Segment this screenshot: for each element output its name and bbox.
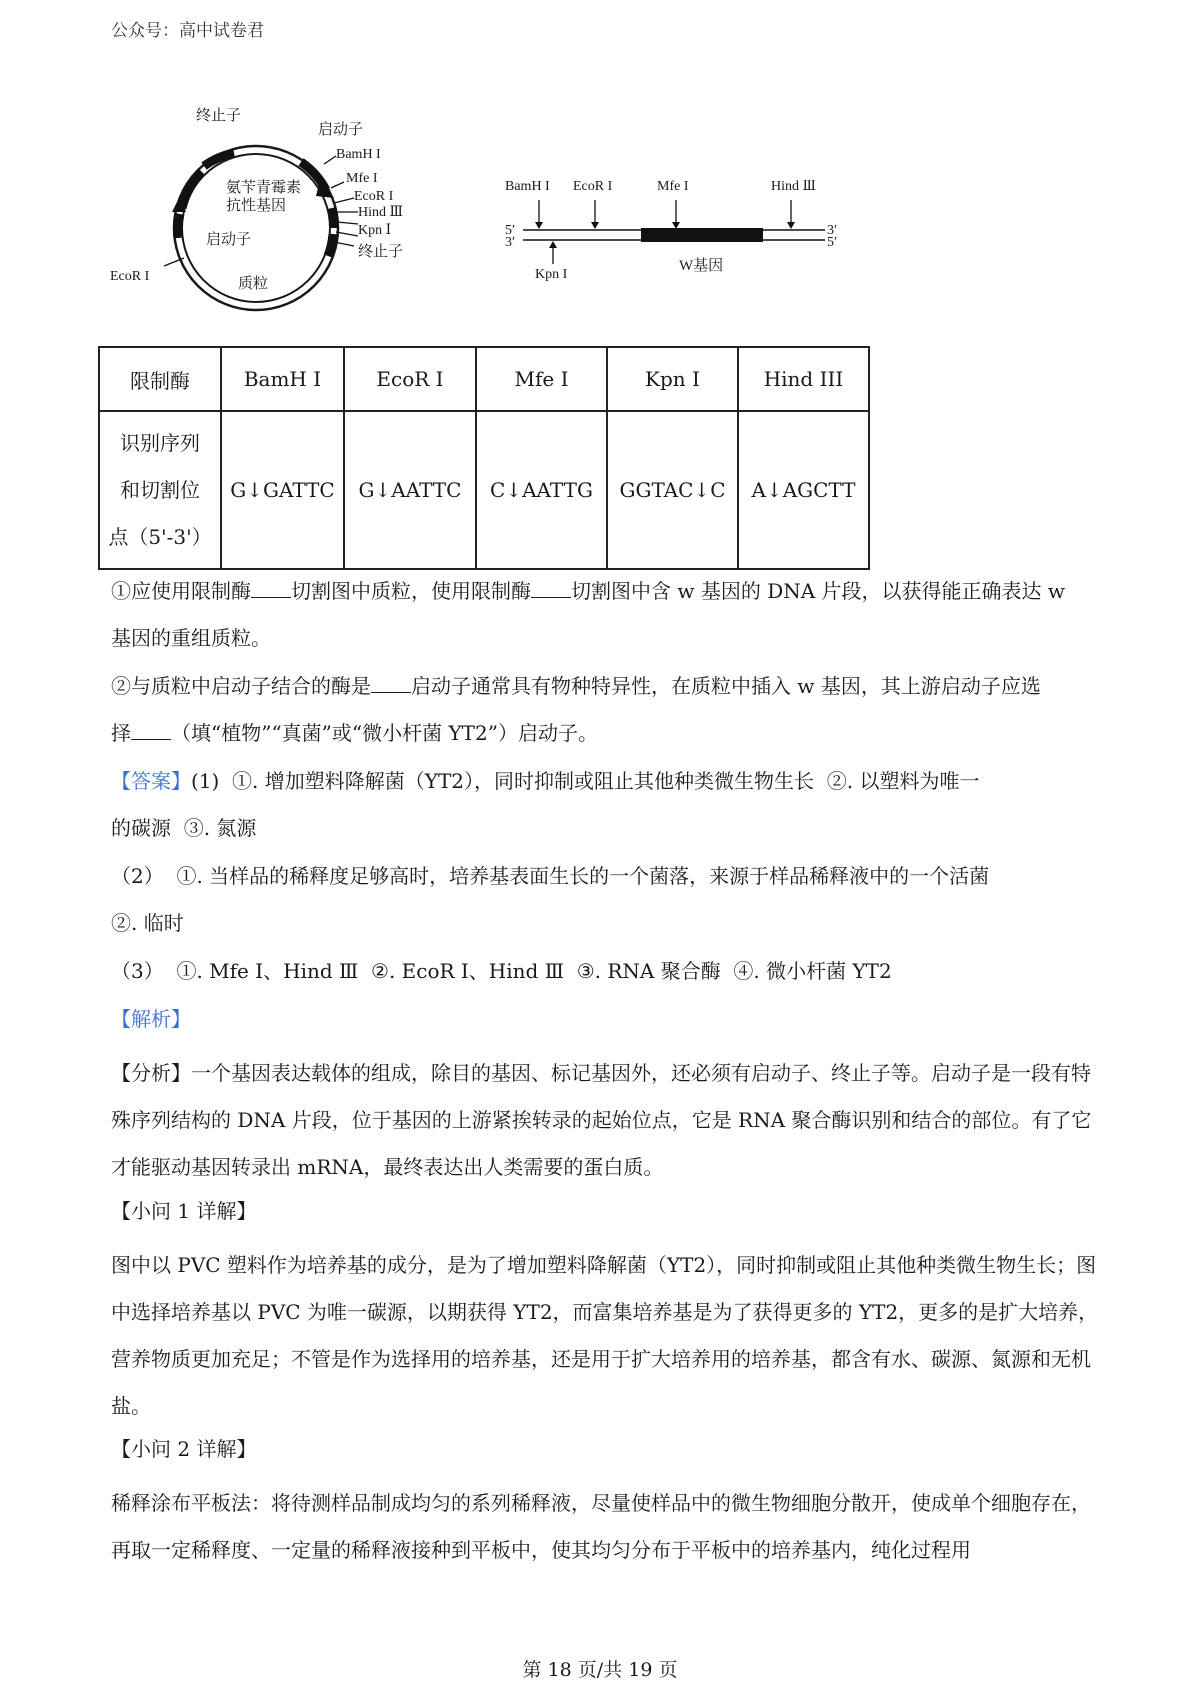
w-gene-block	[641, 228, 763, 242]
frag-5-right: 5′	[827, 235, 838, 250]
label-resistance-line1: 氨苄青霉素	[226, 180, 302, 196]
label-kpni: Kpn Ⅰ	[358, 223, 392, 238]
label-mfei: Mfe I	[346, 171, 378, 186]
frag-3-left: 3′	[505, 235, 516, 250]
sub2-text: 稀释涂布平板法：将待测样品制成均匀的系列稀释液，尽量使样品中的微生物细胞分散开，使成单个细胞存在，再取一定稀释度、一定量的稀释液接种到平板中，使其均匀分布于平板中的培养基内，纯化过程用	[111, 1491, 1091, 1562]
question-1-line1: ①应使用限制酶 切割图中质粒，使用限制酶 切割图中含 w 基因的 DNA 片段，以获得能正确表达 w	[111, 579, 1066, 603]
label-ecori-right: EcoR I	[354, 189, 394, 204]
frag-bamhi: BamH I	[505, 180, 550, 194]
table-row-label	[99, 411, 221, 569]
frag-hindiii: Hind Ⅲ	[771, 180, 817, 194]
question-2-line2: 择 （填“植物”“真菌”或“微小杆菌 YT2”）启动子。	[111, 721, 598, 745]
resistance-gene-segment	[182, 172, 202, 208]
table-header-cell: Hind III	[738, 347, 869, 411]
label-promoter-left: 启动子	[206, 232, 252, 248]
analysis-intro: 【分析】一个基因表达载体的组成，除目的基因、标记基因外，还必须有启动子、终止子等。启动子是一段有特殊序列结构的 DNA 片段，位于基因的上游紧挨转录的起始位点，它是 RNA 聚合酶识别和结合的部位。有了它才能驱动基因转录出 mRNA，最终表达出人类需要的蛋白质。	[111, 1061, 1092, 1179]
answer-line5: （3） ①. Mfe I、Hind Ⅲ ②. EcoR I、Hind Ⅲ ③. RNA 聚合酶 ④. 微小杆菌 YT2	[111, 959, 892, 983]
answer-line2: 的碳源 ③. 氮源	[111, 816, 257, 840]
table-header-cell: Mfe I	[476, 347, 607, 411]
analysis-tag: 【解析】	[111, 1007, 191, 1031]
frag-3-right: 3′	[827, 223, 838, 238]
table-cell: G↓AATTC	[344, 411, 476, 569]
frag-ecori: EcoR I	[573, 180, 613, 194]
header-account: 公众号：高中试卷君	[111, 21, 264, 41]
answer-blank	[371, 674, 411, 693]
label-terminator-top: 终止子	[196, 108, 242, 124]
frag-w-gene: W基因	[679, 258, 724, 274]
mcs-segment	[332, 208, 334, 228]
frag-5-left: 5′	[505, 223, 516, 238]
row-label-line: 和切割位	[120, 477, 200, 502]
table-header-cell: 限制酶	[99, 347, 221, 411]
question-1-line2: 基因的重组质粒。	[111, 626, 271, 650]
table-header-cell: EcoR I	[344, 347, 476, 411]
plasmid-diagram	[110, 100, 470, 340]
label-bamhi: BamH I	[336, 147, 381, 162]
row-label-line: 识别序列	[120, 430, 200, 455]
answer-tag: 【答案】	[111, 769, 191, 793]
page-footer: 第 18 页/共 19 页	[522, 1659, 678, 1681]
table-cell: C↓AATTG	[476, 411, 607, 569]
answer-blank	[531, 579, 571, 598]
table-row	[99, 411, 869, 569]
answer-line3: （2） ①. 当样品的稀释度足够高时，培养基表面生长的一个菌落，来源于样品稀释液中的一个活菌	[111, 864, 990, 888]
answer-line1: 【答案】(1) ①. 增加塑料降解菌（YT2），同时抑制或阻止其他种类微生物生长 ②. 以塑料为唯一	[111, 769, 980, 793]
promoter-left-segment	[178, 214, 180, 238]
table-cell: G↓GATTC	[221, 411, 344, 569]
question-2-line1: ②与质粒中启动子结合的酶是 启动子通常具有物种特异性，在质粒中插入 w 基因，其上游启动子应选	[111, 674, 1041, 698]
frag-mfei: Mfe I	[657, 180, 689, 194]
enzyme-table	[98, 346, 870, 570]
table-header-cell: BamH I	[221, 347, 344, 411]
table-cell: GGTAC↓C	[607, 411, 738, 569]
frag-kpni: Kpn I	[535, 267, 568, 282]
answer-blank	[131, 721, 171, 740]
table-header-row	[99, 347, 869, 411]
answer-blank	[251, 579, 291, 598]
sub1-title: 【小问 1 详解】	[111, 1199, 257, 1223]
label-resistance-line2: 抗性基因	[226, 198, 287, 214]
row-label-line: 点（5'-3'）	[108, 524, 212, 549]
terminator-right-segment	[328, 234, 333, 256]
label-plasmid: 质粒	[238, 276, 269, 292]
sub1-text: 图中以 PVC 塑料作为培养基的成分，是为了增加塑料降解菌（YT2），同时抑制或阻止其他种类微生物生长；图中选择培养基以 PVC 为唯一碳源，以期获得 YT2，而富集培养基是为了获得更多的 YT2，更多的是扩大培养，营养物质更加充足；不管是作为选择用的培养基，还是用于扩大培养用的培养基，都含有水、碳源、氮源和无机盐。	[111, 1253, 1099, 1418]
gene-fragment-diagram	[505, 180, 845, 290]
answer-line4: ②. 临时	[111, 911, 184, 935]
table-header-cell: Kpn I	[607, 347, 738, 411]
label-hindiii: Hind Ⅲ	[358, 205, 404, 220]
label-promoter-top: 启动子	[318, 122, 364, 138]
table-cell: A↓AGCTT	[738, 411, 869, 569]
label-terminator-right: 终止子	[358, 244, 404, 260]
label-ecori-left: EcoR I	[110, 269, 150, 284]
sub2-title: 【小问 2 详解】	[111, 1437, 257, 1461]
